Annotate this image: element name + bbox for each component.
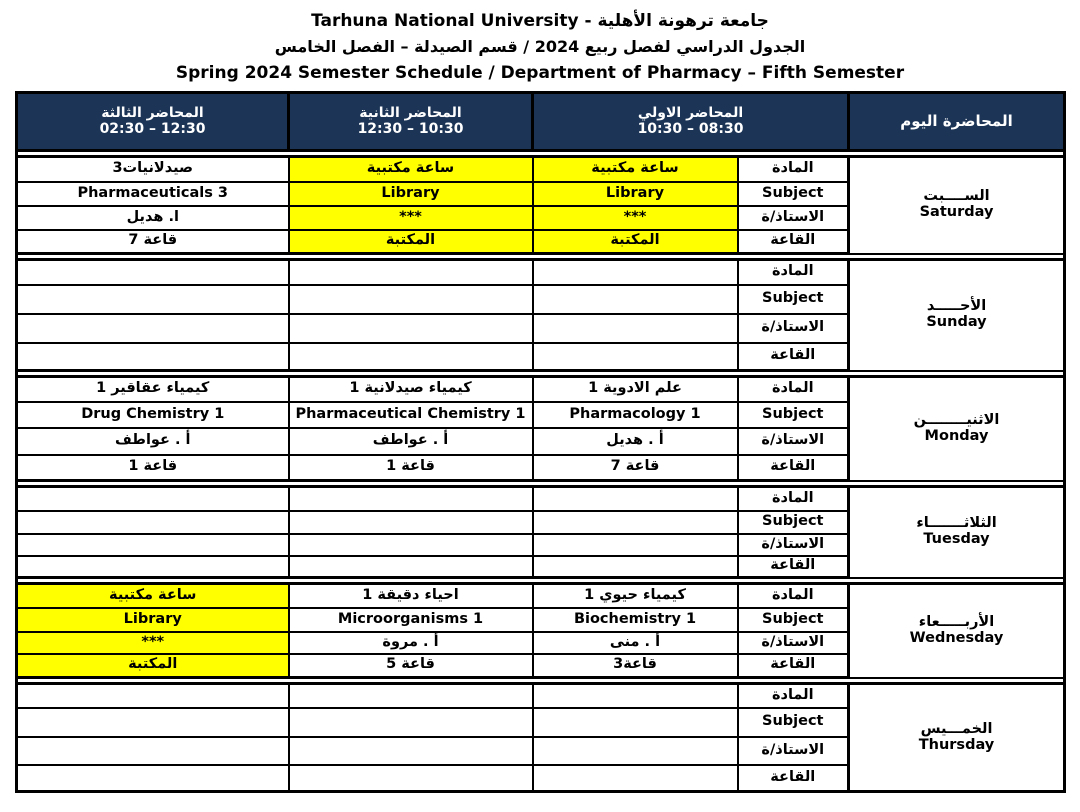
monday-p2-teacher: أ . عواطف bbox=[289, 428, 533, 455]
tuesday-row-subject-ar bbox=[17, 487, 1065, 511]
english-subtitle: Spring 2024 Semester Schedule / Department of Pharmacy – Fifth Semester bbox=[175, 63, 905, 83]
label-room: القاعة bbox=[738, 343, 849, 371]
university-title: Tarhuna National University - جامعة ترهونة الأهلية bbox=[311, 11, 769, 31]
tuesday-p2-teacher bbox=[289, 534, 533, 556]
label-subject-en: Subject bbox=[738, 182, 849, 206]
tuesday-p3-room bbox=[17, 556, 289, 578]
label-room: القاعة bbox=[738, 556, 849, 578]
document-titles bbox=[0, 8, 1080, 86]
tuesday-p3-subject-en bbox=[17, 511, 289, 534]
tuesday-p3-subject-ar bbox=[17, 487, 289, 511]
thursday-p2-subject-ar bbox=[289, 684, 533, 708]
saturday-p1-teacher: *** bbox=[533, 206, 738, 230]
thursday-p3-subject-en bbox=[17, 708, 289, 737]
day-tuesday: الثلاثـــــــاء Tuesday bbox=[849, 487, 1065, 578]
thursday-p1-subject-ar bbox=[533, 684, 738, 708]
label-subject-en: Subject bbox=[738, 708, 849, 737]
saturday-p3-subject-en: Pharmaceuticals 3 bbox=[17, 182, 289, 206]
label-room: القاعة bbox=[738, 765, 849, 792]
wednesday-p2-room: قاعة 5 bbox=[289, 654, 533, 678]
sunday-p2-room bbox=[289, 343, 533, 371]
tuesday-p2-room bbox=[289, 556, 533, 578]
day-sunday: الأحـــــد Sunday bbox=[849, 260, 1065, 371]
label-teacher: الاستاذ/ة bbox=[738, 206, 849, 230]
label-subject-ar: المادة bbox=[738, 377, 849, 402]
label-subject-en: Subject bbox=[738, 402, 849, 428]
thursday-p1-subject-en bbox=[533, 708, 738, 737]
wednesday-row-subject-ar bbox=[17, 584, 1065, 608]
sunday-p3-subject-en bbox=[17, 285, 289, 314]
monday-p1-teacher: أ . هديل bbox=[533, 428, 738, 455]
saturday-p2-teacher: *** bbox=[289, 206, 533, 230]
label-subject-ar: المادة bbox=[738, 487, 849, 511]
day-monday: الاثنيــــــــن Monday bbox=[849, 377, 1065, 481]
tuesday-p1-teacher bbox=[533, 534, 738, 556]
tuesday-p2-subject-ar bbox=[289, 487, 533, 511]
thursday-p2-teacher bbox=[289, 737, 533, 765]
thursday-row-subject-ar bbox=[17, 684, 1065, 708]
sunday-p3-teacher bbox=[17, 314, 289, 343]
label-subject-en: Subject bbox=[738, 608, 849, 632]
wednesday-p3-subject-en: Library bbox=[17, 608, 289, 632]
tuesday-p1-subject-en bbox=[533, 511, 738, 534]
thursday-p1-room bbox=[533, 765, 738, 792]
label-teacher: الاستاذ/ة bbox=[738, 632, 849, 654]
tuesday-p1-subject-ar bbox=[533, 487, 738, 511]
monday-p1-subject-en: Pharmacology 1 bbox=[533, 402, 738, 428]
wednesday-p3-teacher: *** bbox=[17, 632, 289, 654]
header-row bbox=[17, 93, 1065, 151]
sunday-p3-subject-ar bbox=[17, 260, 289, 285]
saturday-p2-room: المكتبة bbox=[289, 230, 533, 254]
saturday-p3-teacher: ا. هديل bbox=[17, 206, 289, 230]
monday-p3-subject-ar: كيمياء عقاقير 1 bbox=[17, 377, 289, 402]
monday-row-subject-ar bbox=[17, 377, 1065, 402]
wednesday-p2-teacher: أ . مروة bbox=[289, 632, 533, 654]
sunday-p1-subject-en bbox=[533, 285, 738, 314]
monday-p2-room: قاعة 1 bbox=[289, 455, 533, 481]
sunday-row-subject-ar bbox=[17, 260, 1065, 285]
schedule-table bbox=[15, 91, 1066, 793]
label-subject-ar: المادة bbox=[738, 157, 849, 182]
label-teacher: الاستاذ/ة bbox=[738, 314, 849, 343]
header-period-3: المحاضر الثالثة 02:30 – 12:30 bbox=[17, 93, 289, 151]
sunday-p1-subject-ar bbox=[533, 260, 738, 285]
arabic-subtitle: الجدول الدراسي لفصل ربيع 2024 / قسم الصيدلة – الفصل الخامس bbox=[274, 37, 806, 56]
header-period-1: المحاضر الاولي 10:30 – 08:30 bbox=[533, 93, 849, 151]
monday-p3-teacher: أ . عواطف bbox=[17, 428, 289, 455]
wednesday-p2-subject-en: Microorganisms 1 bbox=[289, 608, 533, 632]
label-teacher: الاستاذ/ة bbox=[738, 428, 849, 455]
sunday-p3-room bbox=[17, 343, 289, 371]
wednesday-p1-subject-en: Biochemistry 1 bbox=[533, 608, 738, 632]
saturday-p1-subject-en: Library bbox=[533, 182, 738, 206]
wednesday-p2-subject-ar: احياء دقيقة 1 bbox=[289, 584, 533, 608]
wednesday-p1-subject-ar: كيمياء حيوي 1 bbox=[533, 584, 738, 608]
label-subject-en: Subject bbox=[738, 511, 849, 534]
label-room: القاعة bbox=[738, 654, 849, 678]
sunday-p2-teacher bbox=[289, 314, 533, 343]
label-teacher: الاستاذ/ة bbox=[738, 737, 849, 765]
thursday-p1-teacher bbox=[533, 737, 738, 765]
thursday-p2-room bbox=[289, 765, 533, 792]
monday-p2-subject-en: Pharmaceutical Chemistry 1 bbox=[289, 402, 533, 428]
label-subject-ar: المادة bbox=[738, 584, 849, 608]
monday-p2-subject-ar: كيمياء صيدلانية 1 bbox=[289, 377, 533, 402]
thursday-p3-subject-ar bbox=[17, 684, 289, 708]
monday-p1-room: قاعة 7 bbox=[533, 455, 738, 481]
monday-p1-subject-ar: علم الادوية 1 bbox=[533, 377, 738, 402]
saturday-p2-subject-en: Library bbox=[289, 182, 533, 206]
label-subject-ar: المادة bbox=[738, 260, 849, 285]
tuesday-p2-subject-en bbox=[289, 511, 533, 534]
thursday-p2-subject-en bbox=[289, 708, 533, 737]
label-room: القاعة bbox=[738, 230, 849, 254]
monday-p3-room: قاعة 1 bbox=[17, 455, 289, 481]
saturday-p1-subject-ar: ساعة مكتبية bbox=[533, 157, 738, 182]
sunday-p2-subject-ar bbox=[289, 260, 533, 285]
saturday-p1-room: المكتبة bbox=[533, 230, 738, 254]
header-period-2: المحاضر الثانية 12:30 – 10:30 bbox=[289, 93, 533, 151]
sunday-p2-subject-en bbox=[289, 285, 533, 314]
label-room: القاعة bbox=[738, 455, 849, 481]
tuesday-p1-room bbox=[533, 556, 738, 578]
sunday-p1-teacher bbox=[533, 314, 738, 343]
day-thursday: الخمـــيس Thursday bbox=[849, 684, 1065, 792]
saturday-p3-subject-ar: صيدلانيات3 bbox=[17, 157, 289, 182]
day-saturday: الســــبت Saturday bbox=[849, 157, 1065, 254]
thursday-p3-room bbox=[17, 765, 289, 792]
saturday-row-subject-ar bbox=[17, 157, 1065, 182]
sunday-p1-room bbox=[533, 343, 738, 371]
label-teacher: الاستاذ/ة bbox=[738, 534, 849, 556]
wednesday-p1-room: قاعة3 bbox=[533, 654, 738, 678]
header-day: المحاضرة اليوم bbox=[849, 93, 1065, 151]
wednesday-p1-teacher: أ . منى bbox=[533, 632, 738, 654]
day-wednesday: الأربـــــعاء Wednesday bbox=[849, 584, 1065, 678]
saturday-p3-room: قاعة 7 bbox=[17, 230, 289, 254]
thursday-p3-teacher bbox=[17, 737, 289, 765]
monday-p3-subject-en: Drug Chemistry 1 bbox=[17, 402, 289, 428]
label-subject-en: Subject bbox=[738, 285, 849, 314]
label-subject-ar: المادة bbox=[738, 684, 849, 708]
wednesday-p3-room: المكتبة bbox=[17, 654, 289, 678]
tuesday-p3-teacher bbox=[17, 534, 289, 556]
saturday-p2-subject-ar: ساعة مكتبية bbox=[289, 157, 533, 182]
wednesday-p3-subject-ar: ساعة مكتبية bbox=[17, 584, 289, 608]
